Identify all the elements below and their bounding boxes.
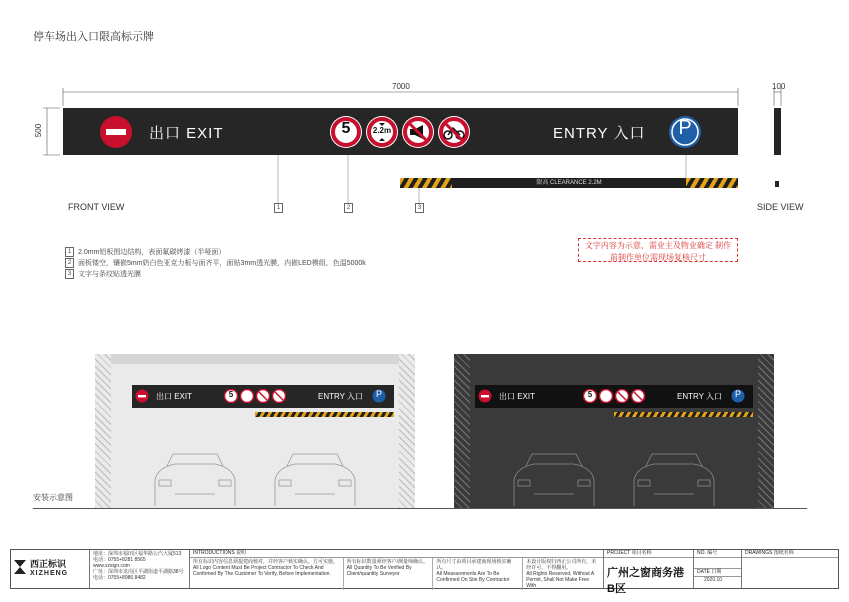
- warning-note: 文字内容为示意，需业主及物业确定 制作前制作单位需现场复核尺寸: [578, 238, 738, 262]
- scene-exit-label: 出口 EXIT: [156, 392, 193, 401]
- no-bicycle-icon: [437, 115, 471, 149]
- website: www.xzsign.com: [93, 563, 130, 569]
- intro-2-cn: 所有标识数量须经客户/测量师确认。: [346, 559, 429, 565]
- exit-label: 出口 EXIT: [149, 125, 224, 142]
- height-dimension: 500: [34, 123, 44, 138]
- wall-right: [758, 354, 774, 508]
- speed-limit-value: 5: [341, 120, 351, 137]
- no-bicycle-icon: [631, 389, 645, 403]
- project-cell: [603, 550, 693, 595]
- scene-clearance-bar: [614, 412, 753, 417]
- introductions: [189, 550, 603, 588]
- intro-3-cn: 所有尺寸由项目承建商现场核实确认。: [436, 559, 512, 571]
- scene-entry-label: ENTRY 入口: [318, 392, 364, 401]
- callout-3: 3: [415, 203, 424, 213]
- intro-4-en: All Rights Reserved, Without A Permit, Shall Not Make Free With: [526, 571, 594, 589]
- scene-parking-symbol: P: [375, 389, 382, 399]
- note-number: 3: [65, 269, 74, 279]
- height-limit-value: 2.2m: [372, 126, 392, 135]
- drawings-header: DRAWINGS 图纸名称: [742, 550, 838, 558]
- scene-exit-label: 出口 EXIT: [499, 392, 536, 401]
- note-item: [65, 257, 366, 268]
- ceiling: [111, 354, 399, 364]
- clearance-text: 限高 CLEARANCE 2.2M: [452, 178, 686, 188]
- drawing-title: 停车场出入口限高标示牌: [33, 31, 154, 43]
- scene-entry-label: ENTRY 入口: [677, 392, 723, 401]
- install-label: 安装示意图: [33, 493, 73, 502]
- install-scene-day: [95, 354, 415, 508]
- side-view-panel: [774, 108, 781, 155]
- note-text: 文字与条纹贴透光膜: [78, 270, 141, 278]
- front-view-label: FRONT VIEW: [68, 202, 125, 212]
- company-logo-icon: [14, 560, 26, 574]
- company-name-cn: 西正标识: [30, 559, 67, 569]
- project-name: 广州之窗商务港B区: [607, 567, 684, 595]
- wall-right: [399, 354, 415, 508]
- project-header: PROJECT 项目名称: [604, 550, 693, 558]
- car-outlines: [145, 450, 375, 508]
- address-line-2: 广址：深圳市龙岗区平湖街道平湖路38号: [93, 569, 184, 575]
- intro-2-en: All Quantity To Be Verified By Client/quantity Surveyor: [346, 565, 412, 577]
- clearance-bar: [400, 178, 738, 188]
- number-header: NO. 编号: [694, 550, 741, 558]
- install-scene-night: [454, 354, 774, 508]
- no-horn-icon: [401, 115, 435, 149]
- scene-parking-symbol: P: [734, 389, 741, 399]
- introductions-header: INTRODUCTIONS 说明: [190, 550, 603, 558]
- no-horn-icon: [615, 389, 629, 403]
- parking-symbol: P: [678, 117, 692, 139]
- side-view-label: SIDE VIEW: [757, 202, 804, 212]
- drawings-cell: [741, 550, 838, 588]
- address-line-1: 地址：深圳市福田区福华路公汽大厦513: [93, 551, 182, 557]
- no-bicycle-icon: [272, 389, 286, 403]
- no-entry-icon: [478, 389, 492, 403]
- scene-speed-value: 5: [587, 390, 593, 399]
- entry-label: ENTRY 入口: [553, 125, 646, 142]
- note-number: 2: [65, 258, 74, 268]
- company-name-en: XIZHENG: [30, 570, 69, 577]
- note-number: 1: [65, 247, 74, 257]
- scene-sign-panel: [132, 385, 394, 408]
- intro-1-cn: 所有标识内容信息须提建商核对，并经客户核实确认，方可实施。: [193, 559, 339, 565]
- note-item: [65, 246, 366, 257]
- callout-1: 1: [274, 203, 283, 213]
- phone-line-2: 电话：0755+8986 8482: [93, 575, 146, 581]
- company-contact: [89, 550, 189, 588]
- number-cell: [693, 550, 741, 588]
- scene-clearance-bar: [255, 412, 394, 417]
- intro-1-en: All Logo Content Must Be Project Contractor To Check And Confirmed By The Customer To Verify, Before Implementation.: [193, 565, 331, 577]
- depth-dimension: 100: [772, 82, 786, 91]
- date-header: DATE 日期: [694, 568, 741, 577]
- side-view-clearance: [775, 181, 779, 187]
- car-outlines: [504, 450, 734, 508]
- note-text: 面板镂空，镶嵌5mm奶白色亚克力板与面齐平，面贴3mm透光膜，内嵌LED模组，色温5000k: [78, 259, 366, 267]
- intro-3-en: All Measurements Are To Be Confirmed On Site By Contractor: [436, 571, 510, 583]
- front-sign-panel: [63, 108, 738, 155]
- intro-4-cn: 本设计版权归西正公司所有，未经许可，不得翻用。: [526, 559, 597, 571]
- no-horn-icon: [256, 389, 270, 403]
- company-logo: [11, 550, 89, 588]
- callout-2: 2: [344, 203, 353, 213]
- phone-line-1: 电话：0755+8281 8565: [93, 557, 146, 563]
- scene-sign-panel: [475, 385, 753, 408]
- height-limit-icon: [599, 389, 613, 403]
- date-value: 2020.10: [704, 577, 723, 583]
- title-block: [10, 549, 839, 595]
- wall-left: [95, 354, 111, 508]
- ground-line: [33, 508, 807, 509]
- width-dimension: 7000: [392, 82, 410, 91]
- note-text: 2.0mm铝板围边结构，表面氟碳烤漆（半哑面）: [78, 248, 226, 256]
- no-entry-icon: [99, 115, 133, 149]
- height-limit-icon: [240, 389, 254, 403]
- wall-left: [454, 354, 470, 508]
- notes-list: [65, 246, 366, 279]
- no-entry-icon: [135, 389, 149, 403]
- note-item: [65, 268, 366, 279]
- scene-speed-value: 5: [228, 390, 234, 399]
